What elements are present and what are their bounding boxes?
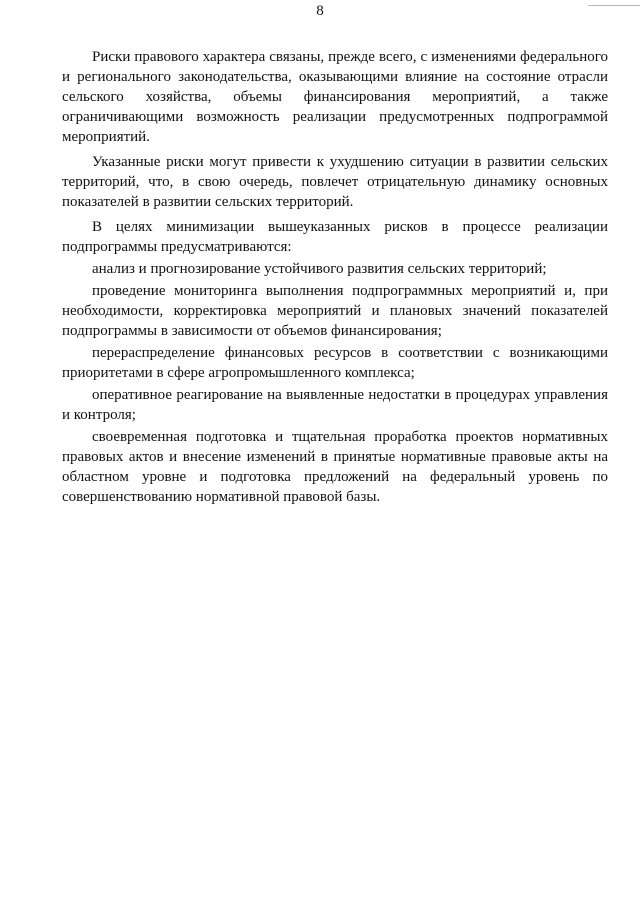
list-item-analysis: анализ и прогнозирование устойчивого развития сельских территорий; — [92, 261, 547, 277]
list-item-redistribution: перераспределение финансовых ресурсов в соответствии с возникающими приоритетами в сфере агропромышленного комплекса; — [62, 345, 608, 381]
paragraph-mitigation-intro: В целях минимизации вышеуказанных рисков в процессе реализации подпрограммы предусматриваются: — [62, 219, 608, 255]
page-number: 8 — [316, 3, 324, 19]
list-item-monitoring: проведение мониторинга выполнения подпрограммных мероприятий и, при необходимости, корректировка мероприятий и плановых значений показателей подпрограммы в зависимости от объемов финансирования; — [62, 283, 608, 339]
list-item-legal-acts: своевременная подготовка и тщательная проработка проектов нормативных правовых актов и внесение изменений в принятые нормативные правовые акты на областном уровне и подготовка предложений на федеральный уровень по совершенствованию нормативной правовой базы. — [62, 429, 608, 505]
list-item-response: оперативное реагирование на выявленные недостатки в процедурах управления и контроля; — [62, 387, 608, 423]
paragraph-risk-consequences: Указанные риски могут привести к ухудшению ситуации в развитии сельских территорий, что, в свою очередь, повлечет отрицательную динамику основных показателей в развитии сельских территорий. — [62, 154, 608, 210]
document-body — [62, 47, 608, 507]
paragraph-legal-risks: Риски правового характера связаны, прежде всего, с изменениями федерального и регионального законодательства, оказывающими влияние на состояние отрасли сельского хозяйства, объемы финансирования мероприятий, а также ограничивающими возможность реализации предусмотренных подпрограммой мероприятий. — [62, 49, 608, 145]
